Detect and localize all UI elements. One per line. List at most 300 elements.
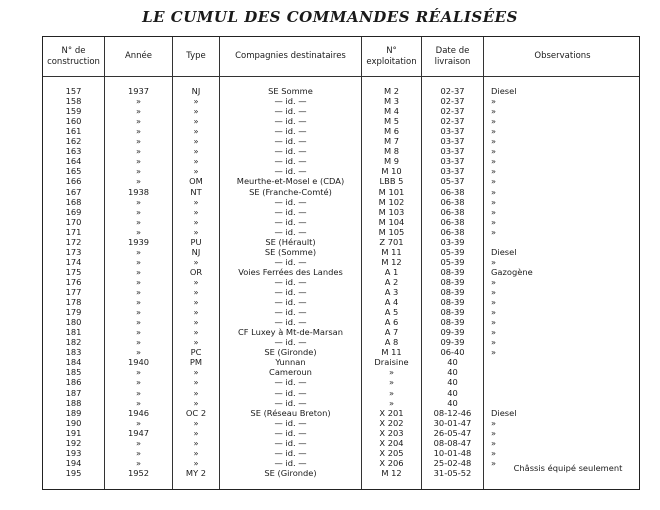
cell-num: 174 bbox=[65, 256, 82, 267]
cell-type: » bbox=[193, 327, 199, 338]
cell-annee: » bbox=[135, 136, 142, 147]
cell-num: 167 bbox=[65, 186, 82, 197]
cell-type: » bbox=[193, 216, 199, 227]
table-row bbox=[43, 297, 639, 307]
cell-num: 172 bbox=[65, 236, 82, 247]
cell-annee: » bbox=[135, 297, 142, 308]
cell-exploitation: » bbox=[388, 397, 395, 408]
cell-num: 186 bbox=[65, 377, 82, 388]
cell-num: 161 bbox=[65, 126, 82, 137]
cell-obs: » bbox=[491, 126, 497, 137]
cell-compagnie: — id. — bbox=[274, 417, 307, 428]
cell-annee: » bbox=[135, 106, 142, 117]
cell-obs: » bbox=[491, 166, 497, 177]
cell-exploitation: » bbox=[388, 377, 395, 388]
cell-compagnie: — id. — bbox=[274, 307, 307, 318]
table-row bbox=[43, 176, 639, 186]
cell-type: » bbox=[193, 287, 199, 297]
cell-annee: » bbox=[135, 216, 142, 227]
cell-num: 166 bbox=[65, 176, 82, 187]
cell-num: 191 bbox=[65, 427, 82, 438]
cell-annee: » bbox=[135, 176, 142, 187]
table-row bbox=[43, 317, 639, 327]
cell-type: » bbox=[193, 136, 199, 147]
cell-type: » bbox=[193, 367, 199, 378]
cell-date: 02-37 bbox=[440, 86, 465, 96]
cell-exploitation: M 104 bbox=[378, 216, 405, 227]
cell-type: NJ bbox=[191, 246, 201, 257]
cell-obs: » bbox=[491, 337, 497, 348]
cell-date: 08-39 bbox=[440, 266, 465, 277]
table-row bbox=[43, 398, 639, 408]
cell-annee: 1946 bbox=[127, 407, 150, 418]
cell-obs: » bbox=[491, 216, 497, 227]
cell-date: 03-37 bbox=[440, 126, 465, 137]
cell-type: » bbox=[193, 256, 199, 267]
cell-type: » bbox=[193, 377, 199, 388]
cell-num: 175 bbox=[65, 266, 82, 277]
cell-obs: » bbox=[491, 146, 497, 157]
cell-compagnie: — id. — bbox=[274, 337, 307, 348]
orders-table bbox=[42, 36, 640, 490]
cell-compagnie: — id. — bbox=[274, 297, 307, 308]
cell-date: 09-39 bbox=[440, 327, 465, 338]
cell-exploitation: X 206 bbox=[379, 457, 404, 468]
cell-compagnie: — id. — bbox=[274, 226, 307, 237]
cell-type: PC bbox=[190, 347, 202, 358]
cell-date: 02-37 bbox=[440, 116, 465, 127]
cell-annee: 1947 bbox=[127, 427, 150, 438]
cell-exploitation: M 3 bbox=[383, 96, 400, 107]
table-row bbox=[43, 347, 639, 357]
cell-date: 06-38 bbox=[440, 226, 465, 237]
cell-compagnie: — id. — bbox=[274, 126, 307, 137]
cell-num: 165 bbox=[65, 166, 82, 177]
cell-date: 08-39 bbox=[440, 276, 465, 287]
cell-exploitation: M 12 bbox=[381, 467, 402, 478]
cell-type: OR bbox=[189, 266, 203, 277]
cell-date: 40 bbox=[447, 377, 458, 388]
table-row bbox=[43, 267, 639, 277]
cell-exploitation: M 12 bbox=[381, 256, 402, 267]
cell-compagnie: SE (Gironde) bbox=[264, 347, 317, 358]
table-row bbox=[43, 197, 639, 207]
cell-num: 187 bbox=[65, 387, 82, 398]
cell-date: 08-39 bbox=[440, 287, 465, 297]
table-row bbox=[43, 448, 639, 458]
cell-annee: » bbox=[135, 196, 142, 207]
cell-num: 176 bbox=[65, 276, 82, 287]
cell-obs: » bbox=[491, 186, 497, 197]
cell-date: 05-39 bbox=[440, 256, 465, 267]
cell-exploitation: M 9 bbox=[383, 156, 400, 167]
cell-obs: » bbox=[491, 206, 497, 217]
cell-type: » bbox=[193, 337, 199, 348]
table-row bbox=[43, 237, 639, 247]
cell-compagnie: SE (Somme) bbox=[264, 246, 317, 257]
table-row bbox=[43, 106, 639, 116]
cell-date: 09-39 bbox=[440, 337, 465, 348]
cell-annee: » bbox=[135, 166, 142, 177]
header-exploitation: N° exploitation bbox=[366, 45, 417, 67]
cell-num: 184 bbox=[65, 357, 82, 368]
cell-annee: » bbox=[135, 437, 142, 448]
table-row bbox=[43, 217, 639, 227]
table-row bbox=[43, 357, 639, 367]
cell-date: 06-40 bbox=[440, 347, 465, 358]
cell-type: OC 2 bbox=[185, 407, 207, 418]
cell-num: 160 bbox=[65, 116, 82, 127]
cell-annee: » bbox=[135, 287, 142, 297]
cell-num: 158 bbox=[65, 96, 82, 107]
cell-obs: » bbox=[491, 116, 497, 127]
cell-exploitation: A 1 bbox=[384, 266, 399, 277]
cell-annee: » bbox=[135, 246, 142, 257]
cell-num: 190 bbox=[65, 417, 82, 428]
cell-compagnie: — id. — bbox=[274, 196, 307, 207]
cell-num: 185 bbox=[65, 367, 82, 378]
cell-exploitation: M 7 bbox=[383, 136, 400, 147]
cell-exploitation: M 4 bbox=[383, 106, 400, 117]
table-row bbox=[43, 166, 639, 176]
cell-type: » bbox=[193, 206, 199, 217]
header-compagnies: Compagnies destinataires bbox=[235, 51, 346, 61]
cell-type: » bbox=[193, 96, 199, 107]
cell-date: 03-37 bbox=[440, 166, 465, 177]
cell-compagnie: SE (Franche-Comté) bbox=[249, 186, 332, 197]
cell-date: 30-01-47 bbox=[433, 417, 472, 428]
cell-obs: Diesel bbox=[491, 86, 517, 96]
cell-compagnie: — id. — bbox=[274, 166, 307, 177]
cell-obs: » bbox=[491, 136, 497, 147]
cell-num: 180 bbox=[65, 317, 82, 328]
table-row bbox=[43, 187, 639, 197]
header-date: Date de livraison bbox=[434, 45, 471, 67]
cell-date: 08-08-47 bbox=[433, 437, 472, 448]
cell-type: » bbox=[193, 126, 199, 137]
cell-compagnie: — id. — bbox=[274, 387, 307, 398]
cell-obs: » bbox=[491, 307, 497, 318]
cell-exploitation: M 11 bbox=[381, 246, 402, 257]
cell-num: 195 bbox=[65, 467, 82, 478]
cell-annee: » bbox=[135, 266, 142, 277]
cell-exploitation: X 204 bbox=[379, 437, 404, 448]
cell-exploitation: LBB 5 bbox=[379, 176, 404, 187]
cell-exploitation: M 101 bbox=[378, 186, 405, 197]
header-num: N° de construction bbox=[47, 45, 100, 67]
cell-obs: » bbox=[491, 327, 497, 338]
cell-annee: 1937 bbox=[127, 86, 150, 96]
cell-exploitation: M 10 bbox=[381, 166, 402, 177]
cell-type: » bbox=[193, 397, 199, 408]
cell-obs: » bbox=[491, 196, 497, 207]
table-row bbox=[43, 126, 639, 136]
cell-exploitation: A 5 bbox=[384, 307, 399, 318]
cell-compagnie: Voies Ferrées des Landes bbox=[238, 266, 343, 277]
cell-date: 03-37 bbox=[440, 156, 465, 167]
cell-compagnie: — id. — bbox=[274, 377, 307, 388]
cell-annee: 1952 bbox=[127, 467, 150, 478]
cell-type: » bbox=[193, 196, 199, 207]
cell-obs: » bbox=[491, 287, 497, 297]
cell-exploitation: A 8 bbox=[384, 337, 399, 348]
cell-date: 25-02-48 bbox=[433, 457, 472, 468]
cell-compagnie: — id. — bbox=[274, 397, 307, 408]
cell-type: » bbox=[193, 116, 199, 127]
cell-type: » bbox=[193, 297, 199, 308]
cell-date: 06-38 bbox=[440, 216, 465, 227]
cell-date: 03-37 bbox=[440, 136, 465, 147]
cell-exploitation: M 105 bbox=[378, 226, 405, 237]
cell-compagnie: — id. — bbox=[274, 437, 307, 448]
cell-type: MY 2 bbox=[185, 467, 207, 478]
cell-date: 06-38 bbox=[440, 196, 465, 207]
cell-exploitation: » bbox=[388, 367, 395, 378]
cell-num: 194 bbox=[65, 457, 82, 468]
cell-compagnie: SE (Gironde) bbox=[264, 467, 317, 478]
cell-obs: » bbox=[491, 317, 497, 328]
cell-compagnie: — id. — bbox=[274, 256, 307, 267]
cell-obs: » bbox=[491, 176, 497, 187]
cell-date: 06-38 bbox=[440, 186, 465, 197]
table-row bbox=[43, 418, 639, 428]
table-row bbox=[43, 377, 639, 387]
cell-obs: » bbox=[491, 276, 497, 287]
cell-num: 157 bbox=[65, 86, 82, 96]
cell-num: 159 bbox=[65, 106, 82, 117]
cell-date: 02-37 bbox=[440, 96, 465, 107]
cell-annee: » bbox=[135, 367, 142, 378]
cell-exploitation: » bbox=[388, 387, 395, 398]
cell-obs: » bbox=[491, 447, 497, 458]
table-row bbox=[43, 367, 639, 377]
cell-num: 189 bbox=[65, 407, 82, 418]
cell-exploitation: A 2 bbox=[384, 276, 399, 287]
cell-compagnie: SE (Réseau Breton) bbox=[250, 407, 331, 418]
cell-annee: » bbox=[135, 387, 142, 398]
cell-compagnie: Meurthe-et-Mosel e (CDA) bbox=[236, 176, 345, 187]
cell-date: 08-12-46 bbox=[433, 407, 472, 418]
cell-annee: » bbox=[135, 156, 142, 167]
cell-type: » bbox=[193, 317, 199, 328]
table-row bbox=[43, 207, 639, 217]
table-row bbox=[43, 438, 639, 448]
cell-exploitation: X 202 bbox=[379, 417, 404, 428]
table-row bbox=[43, 327, 639, 337]
cell-type: » bbox=[193, 156, 199, 167]
cell-exploitation: M 103 bbox=[378, 206, 405, 217]
cell-compagnie: — id. — bbox=[274, 276, 307, 287]
cell-annee: » bbox=[135, 447, 142, 458]
table-row bbox=[43, 156, 639, 166]
cell-obs: » bbox=[491, 106, 497, 117]
cell-annee: » bbox=[135, 457, 142, 468]
cell-compagnie: — id. — bbox=[274, 116, 307, 127]
cell-type: PU bbox=[190, 236, 202, 247]
cell-type: » bbox=[193, 447, 199, 458]
cell-compagnie: — id. — bbox=[274, 206, 307, 217]
cell-exploitation: X 205 bbox=[379, 447, 404, 458]
cell-annee: » bbox=[135, 96, 142, 107]
cell-annee: » bbox=[135, 126, 142, 137]
cell-date: 31-05-52 bbox=[433, 467, 472, 478]
cell-date: 40 bbox=[447, 357, 458, 368]
cell-num: 178 bbox=[65, 297, 82, 308]
table-row bbox=[43, 227, 639, 237]
cell-date: 40 bbox=[447, 387, 458, 398]
cell-num: 171 bbox=[65, 226, 82, 237]
table-row bbox=[43, 247, 639, 257]
cell-num: 162 bbox=[65, 136, 82, 147]
table-row bbox=[43, 388, 639, 398]
cell-annee: » bbox=[135, 347, 142, 358]
cell-exploitation: X 203 bbox=[379, 427, 404, 438]
cell-num: 183 bbox=[65, 347, 82, 358]
cell-date: 26-05-47 bbox=[433, 427, 472, 438]
cell-num: 193 bbox=[65, 447, 82, 458]
cell-num: 188 bbox=[65, 397, 82, 408]
cell-compagnie: — id. — bbox=[274, 106, 307, 117]
cell-compagnie: SE (Hérault) bbox=[265, 236, 316, 247]
cell-obs: » bbox=[491, 457, 497, 468]
table-row bbox=[43, 96, 639, 106]
table-row bbox=[43, 307, 639, 317]
cell-type: OM bbox=[189, 176, 203, 187]
cell-date: 08-39 bbox=[440, 307, 465, 318]
cell-date: 05-39 bbox=[440, 246, 465, 257]
cell-annee: » bbox=[135, 317, 142, 328]
cell-type: » bbox=[193, 457, 199, 468]
table-row bbox=[43, 408, 639, 418]
cell-compagnie: — id. — bbox=[274, 146, 307, 157]
cell-date: 08-39 bbox=[440, 317, 465, 328]
cell-date: 02-37 bbox=[440, 106, 465, 117]
cell-type: » bbox=[193, 417, 199, 428]
table-row bbox=[43, 136, 639, 146]
cell-num: 181 bbox=[65, 327, 82, 338]
cell-type: » bbox=[193, 437, 199, 448]
cell-type: PM bbox=[189, 357, 203, 368]
cell-num: 170 bbox=[65, 216, 82, 227]
page-title: LE CUMUL DES COMMANDES RÉALISÉES bbox=[142, 8, 518, 26]
cell-num: 163 bbox=[65, 146, 82, 157]
cell-obs: » bbox=[491, 427, 497, 438]
cell-type: » bbox=[193, 226, 199, 237]
cell-exploitation: A 6 bbox=[384, 317, 399, 328]
cell-annee: » bbox=[135, 307, 142, 318]
cell-date: 08-39 bbox=[440, 297, 465, 308]
cell-num: 179 bbox=[65, 307, 82, 318]
header-type: Type bbox=[186, 51, 206, 61]
cell-num: 164 bbox=[65, 156, 82, 167]
cell-annee: » bbox=[135, 276, 142, 287]
cell-compagnie: — id. — bbox=[274, 447, 307, 458]
cell-exploitation: A 3 bbox=[384, 287, 399, 297]
cell-date: 40 bbox=[447, 367, 458, 378]
cell-type: » bbox=[193, 427, 199, 438]
table-row bbox=[43, 146, 639, 156]
cell-annee: 1938 bbox=[127, 186, 150, 197]
cell-date: 06-38 bbox=[440, 206, 465, 217]
cell-compagnie: — id. — bbox=[274, 96, 307, 107]
cell-num: 192 bbox=[65, 437, 82, 448]
cell-obs: » bbox=[491, 347, 497, 358]
header-observations: Observations bbox=[534, 51, 591, 61]
footnote-chassis: Châssis équipé seulement bbox=[513, 463, 623, 473]
cell-annee: » bbox=[135, 337, 142, 348]
header-divider bbox=[43, 76, 639, 77]
header-annee: Année bbox=[124, 51, 153, 61]
cell-type: » bbox=[193, 387, 199, 398]
cell-num: 177 bbox=[65, 287, 82, 297]
table-row bbox=[43, 116, 639, 126]
cell-obs: » bbox=[491, 297, 497, 308]
cell-type: » bbox=[193, 276, 199, 287]
cell-annee: 1939 bbox=[127, 236, 150, 247]
table-row bbox=[43, 277, 639, 287]
cell-num: 182 bbox=[65, 337, 82, 348]
cell-compagnie: SE Somme bbox=[268, 86, 313, 96]
cell-annee: » bbox=[135, 146, 142, 157]
cell-compagnie: CF Luxey à Mt-de-Marsan bbox=[237, 327, 344, 338]
cell-obs: » bbox=[491, 96, 497, 107]
table-row bbox=[43, 428, 639, 438]
cell-date: 05-37 bbox=[440, 176, 465, 187]
cell-obs: Diesel bbox=[491, 246, 517, 257]
cell-compagnie: — id. — bbox=[274, 317, 307, 328]
cell-date: 40 bbox=[447, 397, 458, 408]
cell-obs: » bbox=[491, 437, 497, 448]
cell-obs: » bbox=[491, 417, 497, 428]
table-row bbox=[43, 287, 639, 297]
cell-type: NT bbox=[190, 186, 202, 197]
cell-exploitation: A 7 bbox=[384, 327, 399, 338]
cell-compagnie: — id. — bbox=[274, 156, 307, 167]
table-row bbox=[43, 257, 639, 267]
cell-num: 169 bbox=[65, 206, 82, 217]
cell-compagnie: Cameroun bbox=[269, 367, 312, 378]
cell-exploitation: X 201 bbox=[379, 407, 404, 418]
cell-num: 173 bbox=[65, 246, 82, 257]
cell-annee: » bbox=[135, 417, 142, 428]
cell-date: 10-01-48 bbox=[433, 447, 472, 458]
cell-obs: » bbox=[491, 226, 497, 237]
cell-annee: » bbox=[135, 116, 142, 127]
cell-compagnie: Yunnan bbox=[275, 357, 306, 368]
cell-obs: Diesel bbox=[491, 407, 517, 418]
cell-date: 03-39 bbox=[440, 236, 465, 247]
cell-type: » bbox=[193, 146, 199, 157]
cell-compagnie: — id. — bbox=[274, 457, 307, 468]
cell-annee: » bbox=[135, 377, 142, 388]
table-row bbox=[43, 86, 639, 96]
cell-obs: » bbox=[491, 156, 497, 167]
cell-annee: » bbox=[135, 226, 142, 237]
cell-type: » bbox=[193, 307, 199, 318]
cell-obs: » bbox=[491, 256, 497, 267]
cell-obs: Gazogène bbox=[491, 266, 533, 277]
cell-compagnie: — id. — bbox=[274, 216, 307, 227]
cell-annee: » bbox=[135, 397, 142, 408]
cell-compagnie: — id. — bbox=[274, 427, 307, 438]
cell-exploitation: M 5 bbox=[383, 116, 400, 127]
cell-exploitation: M 6 bbox=[383, 126, 400, 137]
cell-annee: 1940 bbox=[127, 357, 150, 368]
cell-exploitation: Z 701 bbox=[379, 236, 404, 247]
cell-compagnie: — id. — bbox=[274, 287, 307, 297]
table-row bbox=[43, 337, 639, 347]
cell-exploitation: M 8 bbox=[383, 146, 400, 157]
